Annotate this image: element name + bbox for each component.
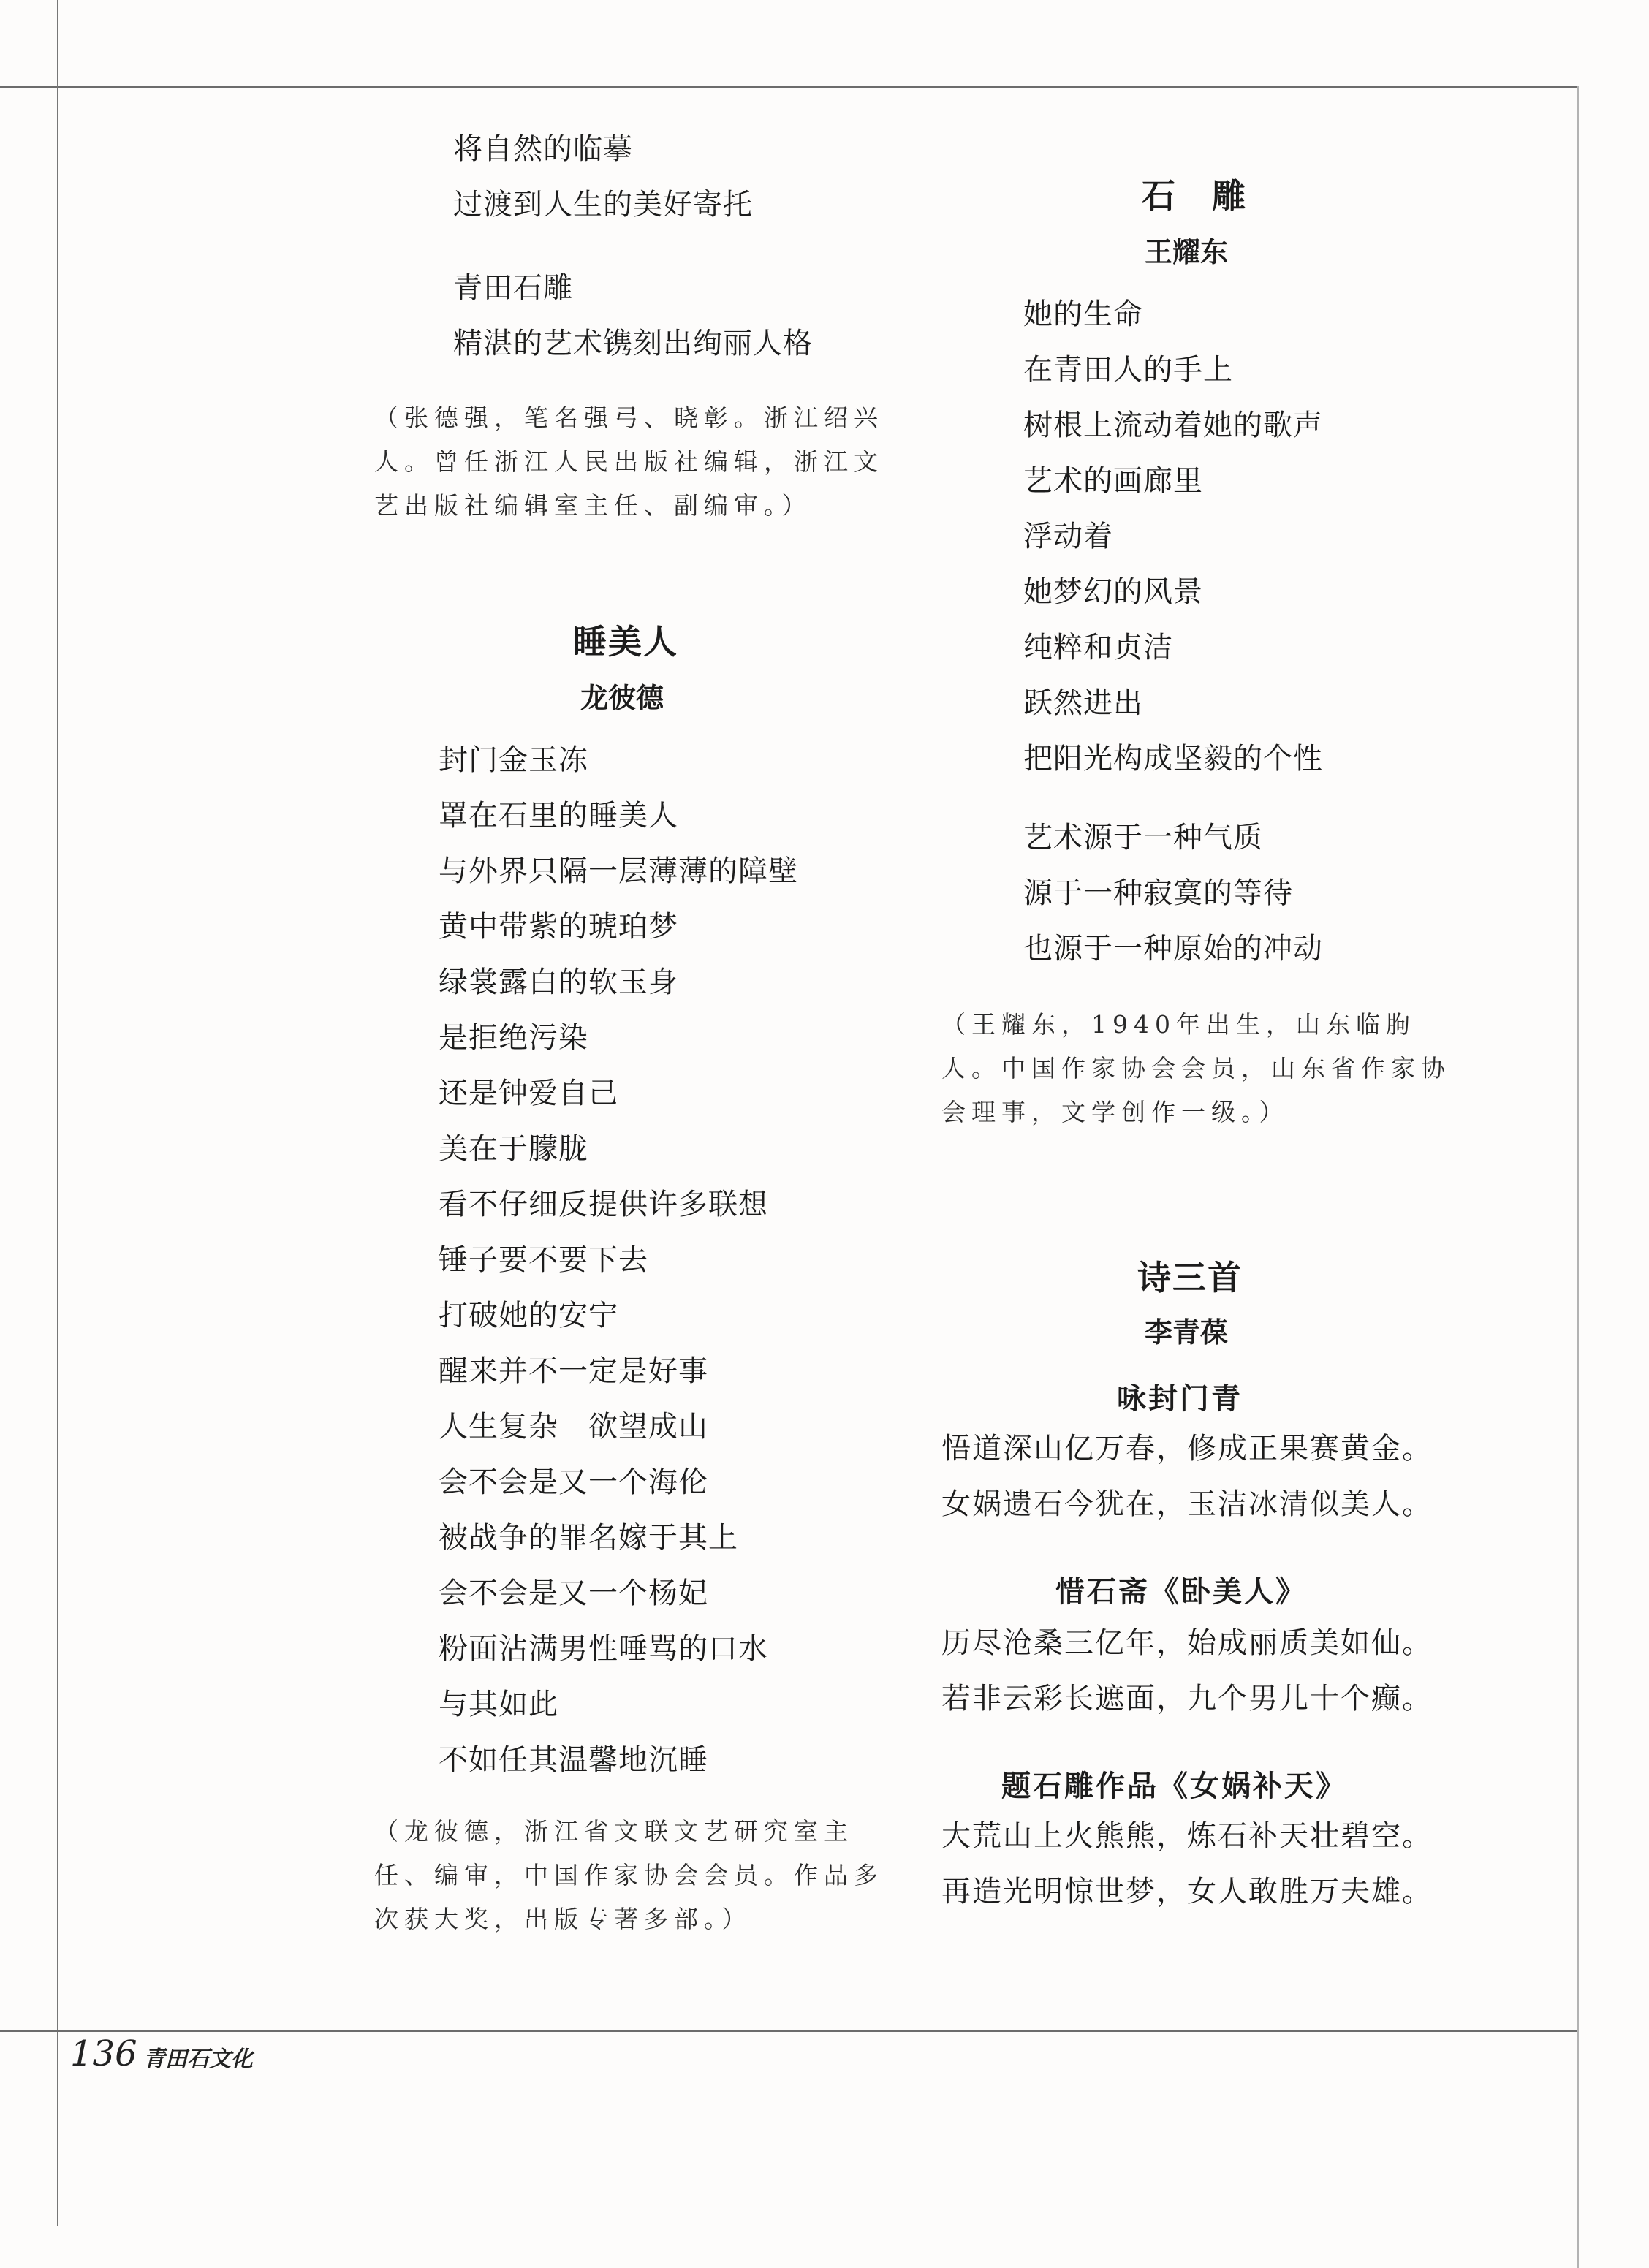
poem3-stanza-a xyxy=(1023,287,1323,786)
poem-line: 不如任其温馨地沉睡 xyxy=(439,1743,708,1777)
poem-line: 浮动着 xyxy=(1023,520,1113,553)
poem-line: 把阳光构成坚毅的个性 xyxy=(1023,742,1323,775)
poem3-stanza-b xyxy=(1023,810,1323,976)
poem-line: 悟道深山亿万春，修成正果赛黄金。 xyxy=(941,1432,1433,1465)
poem-line: 在青田人的手上 xyxy=(1023,353,1233,387)
poem-line: 与外界只隔一层薄薄的障壁 xyxy=(439,854,798,888)
poem-line: 过渡到人生的美好寄托 xyxy=(453,188,753,221)
poem4-section-1-lines xyxy=(941,1421,1433,1532)
poem4-section-3-lines xyxy=(941,1808,1433,1919)
poem4-subtitle-1: 咏封门青 xyxy=(1117,1382,1243,1416)
poem-line: 绿裳露白的软玉身 xyxy=(439,966,678,999)
poem-line: 被战争的罪名嫁于其上 xyxy=(439,1521,738,1555)
poem4-title: 诗三首 xyxy=(1137,1258,1243,1297)
poem-line: 人生复杂 欲望成山 xyxy=(439,1410,708,1444)
top-rule xyxy=(0,86,1579,88)
poem-line: 也源于一种原始的冲动 xyxy=(1023,932,1323,966)
poem-line: 纯粹和贞洁 xyxy=(1023,631,1173,664)
poem4-subtitle-2: 惜石斋《卧美人》 xyxy=(1055,1575,1307,1609)
poem-line: 大荒山上火熊熊，炼石补天壮碧空。 xyxy=(941,1819,1433,1853)
poem-line: 粉面沾满男性唾骂的口水 xyxy=(439,1632,768,1666)
poem-line: 艺术的画廊里 xyxy=(1023,464,1203,498)
poem-line: 会不会是又一个海伦 xyxy=(439,1465,708,1499)
poem-line: 跃然进出 xyxy=(1023,686,1143,720)
page-number: 136 xyxy=(70,2033,137,2074)
poem1-author-note: （张德强，笔名强弓、晓彰。浙江绍兴人。曾任浙江人民出版社编辑，浙江文艺出版社编辑室主任、副编审。） xyxy=(374,403,884,520)
poem3-author: 王耀东 xyxy=(1145,236,1229,268)
poem-line: 再造光明惊世梦，女人敢胜万夫雄。 xyxy=(941,1875,1433,1908)
poem2-author-note: （龙彼德，浙江省文联文艺研究室主任、编审，中国作家协会会员。作品多次获大奖，出版专著多部。） xyxy=(374,1817,884,1933)
poem-line: 封门金玉冻 xyxy=(439,743,588,777)
poem-line: 她的生命 xyxy=(1023,297,1143,331)
poem1-stanza-b xyxy=(453,260,813,371)
poem-line: 醒来并不一定是好事 xyxy=(439,1354,708,1388)
poem-line: 将自然的临摹 xyxy=(453,132,633,166)
poem3-author-note: （王耀东，1940年出生，山东临朐人。中国作家协会会员，山东省作家协会理事，文学创作一级。） xyxy=(941,1010,1451,1126)
poem-line: 若非云彩长遮面，九个男儿十个癫。 xyxy=(941,1682,1433,1715)
poem4-section-2-lines xyxy=(941,1615,1433,1726)
poem-line: 女娲遗石今犹在，玉洁冰清似美人。 xyxy=(941,1487,1433,1521)
poem-line: 打破她的安宁 xyxy=(439,1299,618,1332)
poem-line: 精湛的艺术镌刻出绚丽人格 xyxy=(453,327,813,360)
poem-line: 锤子要不要下去 xyxy=(439,1243,648,1277)
poem-line: 树根上流动着她的歌声 xyxy=(1023,409,1323,442)
poem4-subtitle-3: 题石雕作品《女娲补天》 xyxy=(1001,1770,1347,1803)
poem-line: 是拒绝污染 xyxy=(439,1021,588,1055)
journal-name: 青田石文化 xyxy=(143,2047,253,2072)
poem-line: 艺术源于一种气质 xyxy=(1023,821,1263,854)
bottom-rule xyxy=(0,2030,1579,2032)
poem-line: 青田石雕 xyxy=(453,271,573,305)
poem-line: 与其如此 xyxy=(439,1688,558,1721)
poem3-title: 石 雕 xyxy=(1142,176,1247,216)
poem-line: 还是钟爱自己 xyxy=(439,1077,618,1110)
poem-line: 看不仔细反提供许多联想 xyxy=(439,1188,768,1221)
poem-line: 历尽沧桑三亿年，始成丽质美如仙。 xyxy=(941,1626,1433,1660)
poem2-title: 睡美人 xyxy=(573,622,678,661)
right-margin-rule xyxy=(1577,86,1579,2268)
poem2-author: 龙彼德 xyxy=(580,682,664,714)
poem-line: 她梦幻的风景 xyxy=(1023,575,1203,609)
poem-line: 罩在石里的睡美人 xyxy=(439,799,678,833)
poem2-body xyxy=(439,732,798,1788)
left-margin-rule xyxy=(57,0,58,2226)
poem1-stanza-a xyxy=(453,121,753,232)
poem-line: 黄中带紫的琥珀梦 xyxy=(439,910,678,944)
poem-line: 会不会是又一个杨妃 xyxy=(439,1577,708,1610)
poem-line: 美在于朦胧 xyxy=(439,1132,588,1166)
poem-line: 源于一种寂寞的等待 xyxy=(1023,876,1293,910)
poem4-author: 李青葆 xyxy=(1145,1316,1229,1349)
